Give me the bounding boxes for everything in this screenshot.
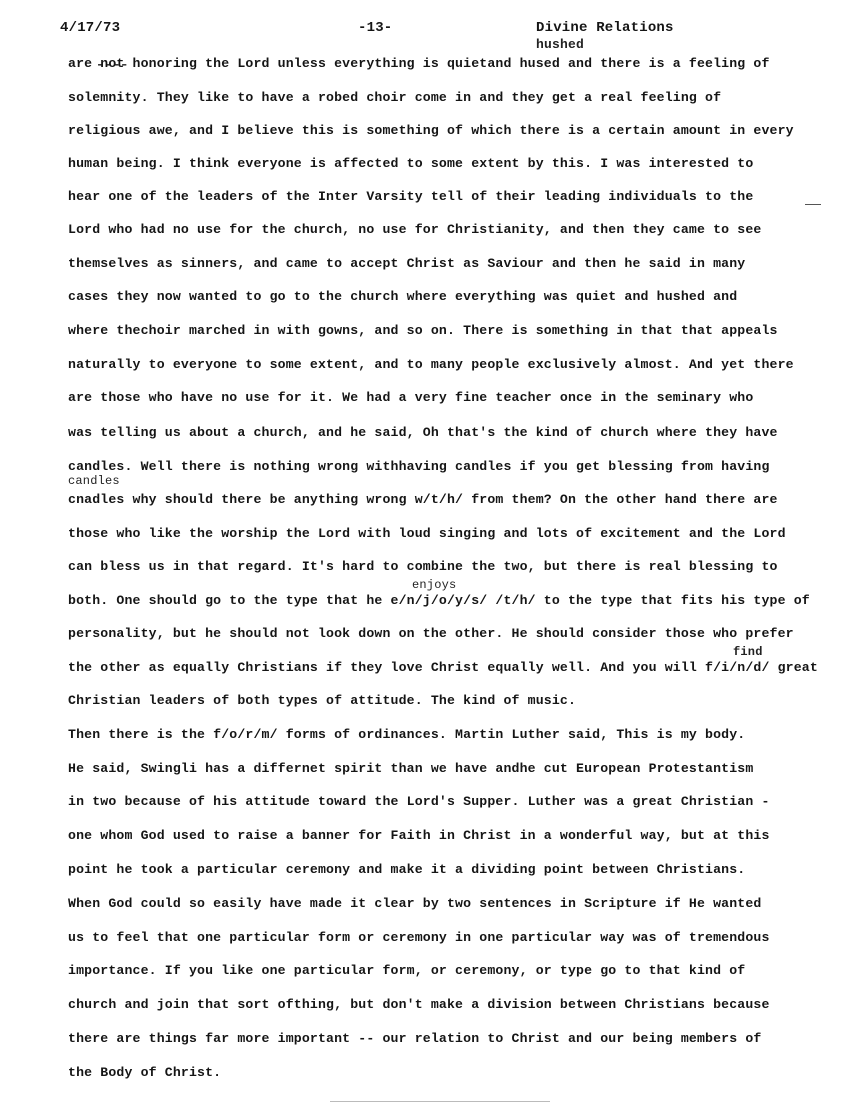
text-line: hear one of the leaders of the Inter Varsity tell of their leading individuals to the [68,189,754,204]
header-date: 4/17/73 [60,20,121,36]
text-line: religious awe, and I believe this is something of which there is a certain amount in every [68,123,794,138]
text-line: personality, but he should not look down on the other. He should consider those who prefer [68,626,794,641]
text-line: the other as equally Christians if they love Christ equally well. And you will f/i/n/d/ great [68,660,818,675]
text-line: can bless us in that regard. It's hard to combine the two, but there is real blessing to [68,559,778,574]
text-line: where thechoir marched in with gowns, and so on. There is something in that that appeals [68,323,778,338]
text-line: one whom God used to raise a banner for Faith in Christ in a wonderful way, but at this [68,828,770,843]
text-line: point he took a particular ceremony and make it a dividing point between Christians. [68,862,746,877]
text-line: naturally to everyone to some extent, and to many people exclusively almost. And yet there [68,357,794,372]
header-title: Divine Relations [536,20,674,36]
annotation-enjoys: enjoys [412,578,457,592]
text-line: Lord who had no use for the church, no use for Christianity, and then they came to see [68,222,762,237]
annotation-find: find [733,645,763,659]
text-line: Christian leaders of both types of attitude. The kind of music. [68,693,577,708]
text-line: both. One should go to the type that he e/n/j/o/y/s/ /t/h/ to the type that fits his type of [68,593,810,608]
margin-mark [805,204,821,205]
text-line: themselves as sinners, and came to accept Christ as Saviour and then he said in many [68,256,746,271]
text-line: are ̵n̵o̵t̵ honoring the Lord unless everything is quietand hused and there is a feeling of [68,56,770,71]
text-line: in two because of his attitude toward the Lord's Supper. Luther was a great Christian - [68,794,770,809]
text-line: are those who have no use for it. We had a very fine teacher once in the seminary who [68,390,754,405]
text-line: He said, Swingli has a differnet spirit than we have andhe cut European Protestantism [68,761,754,776]
text-line: cnadles why should there be anything wrong w/t/h/ from them? On the other hand there are [68,492,778,507]
page-number: -13- [358,20,393,36]
text-line: When God could so easily have made it clear by two sentences in Scripture if He wanted [68,896,762,911]
text-line: human being. I think everyone is affected to some extent by this. I was interested to [68,156,754,171]
text-line: there are things far more important -- our relation to Christ and our being members of [68,1031,762,1046]
text-line: importance. If you like one particular form, or ceremony, or type go to that kind of [68,963,746,978]
text-line: candles. Well there is nothing wrong withhaving candles if you get blessing from having [68,459,770,474]
text-line: solemnity. They like to have a robed choir come in and they get a real feeling of [68,90,722,105]
text-line: church and join that sort ofthing, but don't make a division between Christians because [68,997,770,1012]
annotation-candles: candles [68,474,120,488]
text-line: was telling us about a church, and he said, Oh that's the kind of church where they have [68,425,778,440]
annotation-hushed: hushed [536,37,585,52]
text-line: the Body of Christ. [68,1065,222,1080]
text-line: cases they now wanted to go to the church where everything was quiet and hushed and [68,289,738,304]
text-line: us to feel that one particular form or ceremony in one particular way was of tremendous [68,930,770,945]
text-line: Then there is the f/o/r/m/ forms of ordinances. Martin Luther said, This is my body. [68,727,746,742]
page-bottom-trace [330,1101,550,1102]
text-line: those who like the worship the Lord with loud singing and lots of excitement and the Lord [68,526,786,541]
